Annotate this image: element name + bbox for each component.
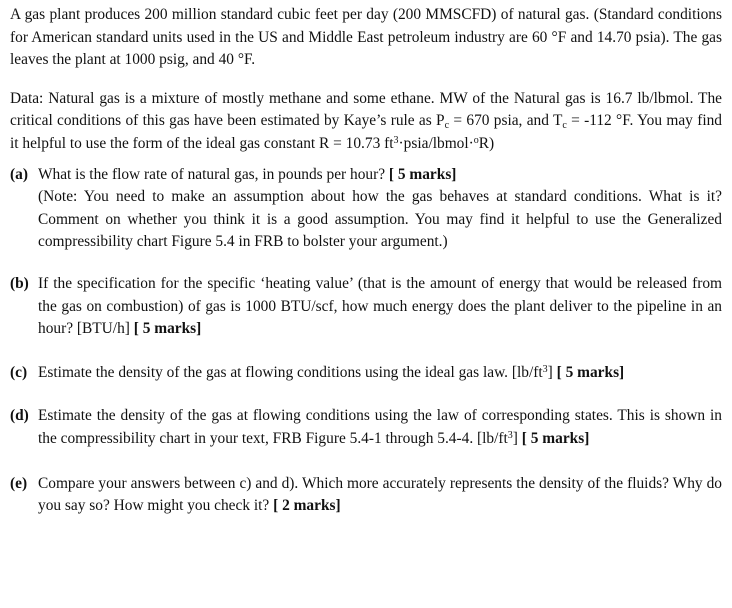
data-text-3: = -112 °F. You may find it helpful to use the form of the ideal gas constant R = 10.73 ft: [10, 112, 722, 152]
intro-paragraph: [10, 4, 722, 72]
question-b-marks: [ 5 marks]: [133, 320, 202, 338]
question-d-text: Estimate the density of the gas at flowing conditions using the law of corresponding states. This is shown in the compressibility chart in your text, FRB Figure 5.4-1 through 5.4-4. [lb/ft: [38, 407, 722, 447]
question-d-label: (d): [10, 407, 29, 425]
data-text-4: ·psia/lbmol·: [398, 134, 474, 152]
cubic-exponent: 3: [393, 134, 399, 146]
tc-subscript: c: [562, 120, 567, 132]
question-b: [10, 273, 722, 341]
problem-document: [10, 0, 722, 518]
question-d: [10, 405, 722, 450]
question-e-text: Compare your answers between c) and d). Which more accurately represents the density of the fluids? Why do you say so? How might you check it?: [38, 474, 722, 515]
pc-subscript: c: [444, 120, 450, 132]
question-c-text-2: ]: [547, 363, 557, 381]
question-a-text: What is the flow rate of natural gas, in pounds per hour?: [38, 165, 389, 183]
data-text-2: = 670 psia, and T: [449, 112, 563, 130]
question-c-label: (c): [10, 363, 28, 381]
question-d-text-2: ]: [512, 429, 522, 447]
question-e-label: (e): [10, 474, 28, 492]
question-d-marks: [ 5 marks]: [521, 429, 590, 447]
question-a-marks: [ 5 marks]: [388, 165, 457, 183]
question-d-exponent: 3: [507, 429, 513, 441]
question-c-marks: [ 5 marks]: [556, 363, 625, 381]
degree-superscript: o: [473, 134, 479, 146]
intro-text: A gas plant produces 200 million standard cubic feet per day (200 MMSCFD) of natural gas. (Standard conditions for American standard units used in the US and Middle East petroleum industry are 60 °F and 14.70 psia). The gas leaves the plant at 1000 psig, and 40 °F.: [10, 6, 722, 69]
question-c: [10, 362, 722, 385]
question-e: [10, 473, 722, 518]
question-b-label: (b): [10, 274, 29, 292]
question-e-marks: [ 2 marks]: [273, 497, 341, 515]
question-b-text: If the specification for the specific ‘heating value’ (that is the amount of energy that would be released from the gas on combustion) of gas is 1000 BTU/scf, how much energy does the plant deliver to the pipeline in an hour? [BTU/h]: [38, 274, 722, 338]
question-a: [10, 164, 722, 254]
question-c-text: Estimate the density of the gas at flowing conditions using the ideal gas law. [lb/ft: [38, 363, 543, 381]
data-text-1: Data: Natural gas is a mixture of mostly methane and some ethane. MW of the Natural gas is 16.7 lb/lbmol. The critical conditions of this gas have been estimated by Kaye’s rule as P: [10, 89, 722, 130]
data-text-5: R): [478, 134, 495, 152]
question-c-exponent: 3: [542, 363, 548, 375]
question-a-note: (Note: You need to make an assumption about how the gas behaves at standard conditions. What is it? Comment on whether you think it is a good assumption. You may find it helpful to use the Generalized compressibility chart Figure 5.4 in FRB to bolster your argument.): [38, 188, 722, 251]
question-a-label: (a): [10, 165, 28, 183]
data-paragraph: [10, 88, 722, 156]
